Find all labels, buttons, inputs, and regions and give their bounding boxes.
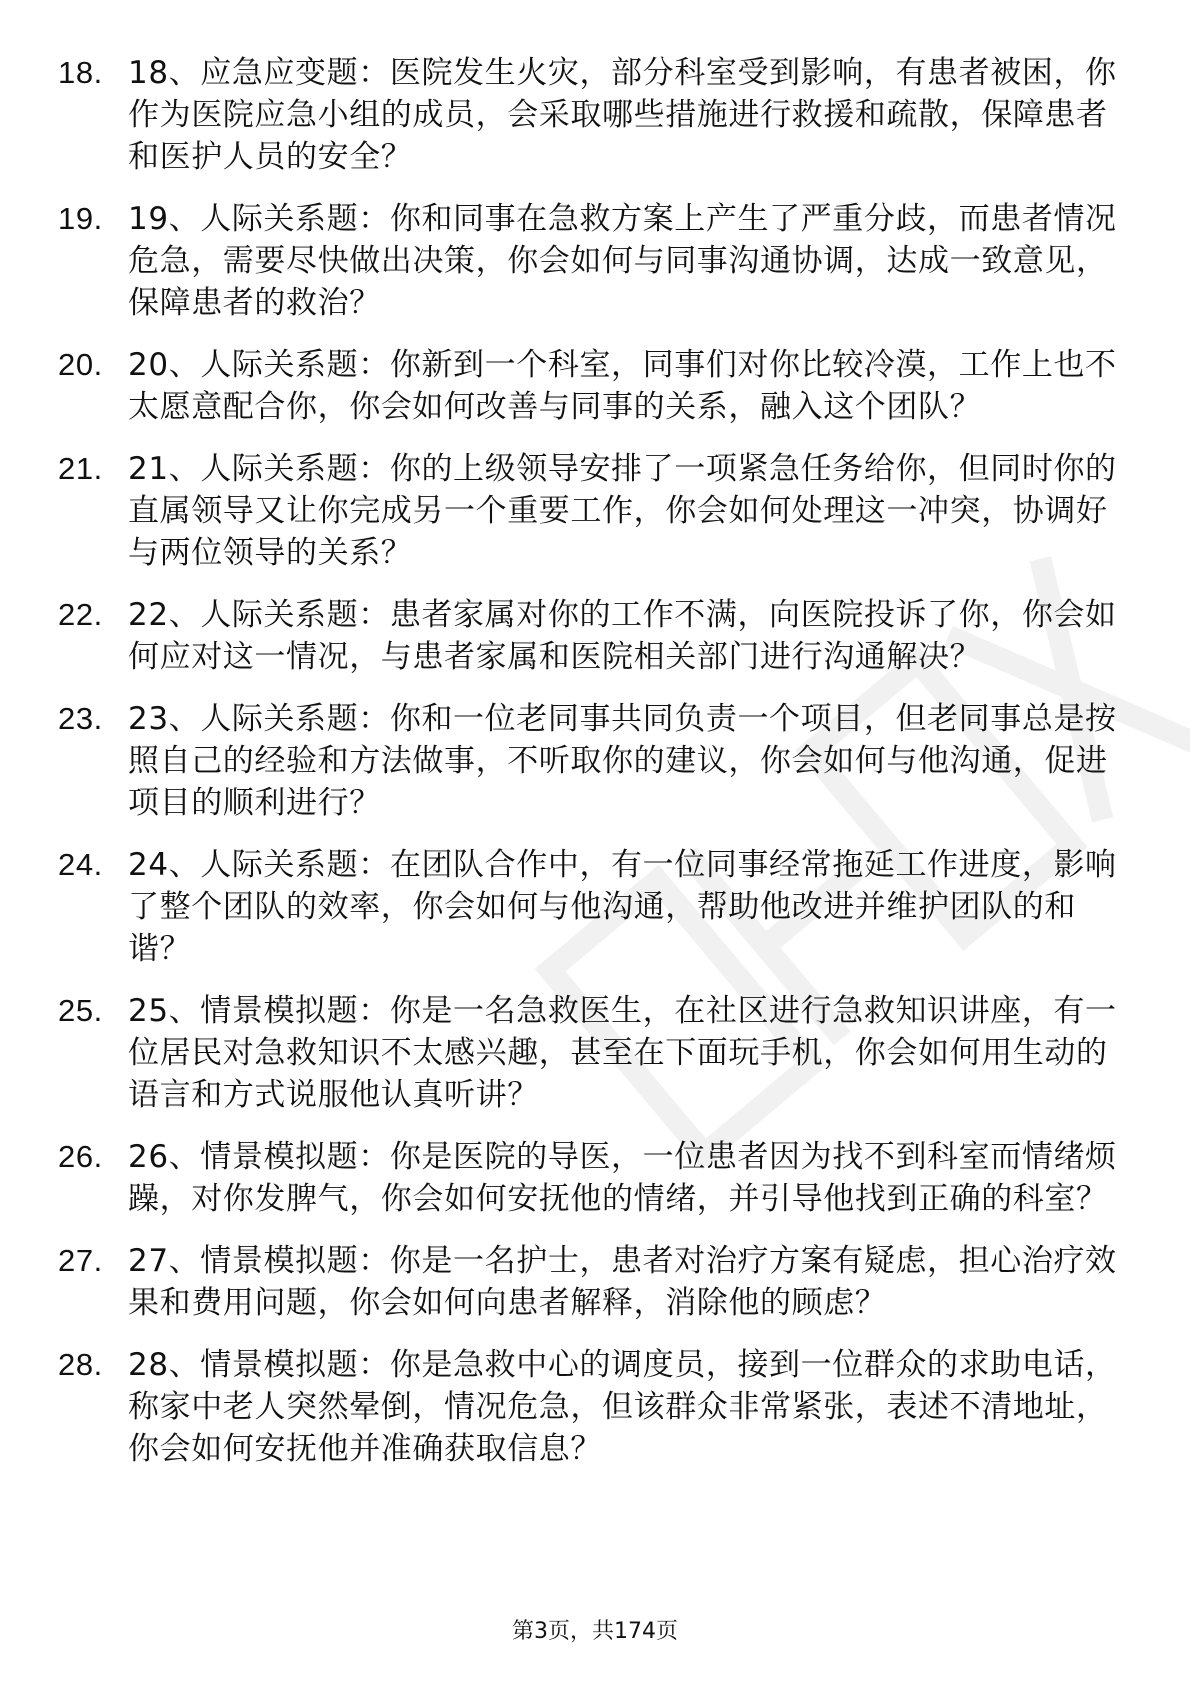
question-number: 26. xyxy=(58,1139,103,1174)
question-text: 20、人际关系题：你新到一个科室，同事们对你比较冷漠，工作上也不太愿意配合你，你会如何改善与同事的关系，融入这个团队？ xyxy=(128,347,1117,425)
question-text: 25、情景模拟题：你是一名急救医生，在社区进行急救知识讲座，有一位居民对急救知识不太感兴趣，甚至在下面玩手机，你会如何用生动的语言和方式说服他认真听讲？ xyxy=(128,993,1117,1113)
list-item xyxy=(58,344,1138,428)
list-item xyxy=(58,198,1138,324)
list-item xyxy=(58,52,1138,178)
list-item xyxy=(58,990,1138,1116)
list-item xyxy=(58,448,1138,574)
question-text: 19、人际关系题：你和同事在急救方案上产生了严重分歧，而患者情况危急，需要尽快做出决策，你会如何与同事沟通协调，达成一致意见，保障患者的救治？ xyxy=(128,201,1117,321)
list-item xyxy=(58,844,1138,970)
question-number: 23. xyxy=(58,701,103,736)
question-text: 22、人际关系题：患者家属对你的工作不满，向医院投诉了你，你会如何应对这一情况，与患者家属和医院相关部门进行沟通解决？ xyxy=(128,597,1117,675)
question-text: 18、应急应变题：医院发生火灾，部分科室受到影响，有患者被困，你作为医院应急小组的成员，会采取哪些措施进行救援和疏散，保障患者和医护人员的安全？ xyxy=(128,55,1117,175)
question-number: 20. xyxy=(58,347,103,382)
question-text: 24、人际关系题：在团队合作中，有一位同事经常拖延工作进度，影响了整个团队的效率，你会如何与他沟通，帮助他改进并维护团队的和谐？ xyxy=(128,847,1117,967)
question-text: 23、人际关系题：你和一位老同事共同负责一个项目，但老同事总是按照自己的经验和方法做事，不听取你的建议，你会如何与他沟通，促进项目的顺利进行？ xyxy=(128,701,1117,821)
question-text: 21、人际关系题：你的上级领导安排了一项紧急任务给你，但同时你的直属领导又让你完成另一个重要工作，你会如何处理这一冲突，协调好与两位领导的关系？ xyxy=(128,451,1117,571)
question-number: 22. xyxy=(58,597,103,632)
question-number: 19. xyxy=(58,201,103,236)
question-text: 27、情景模拟题：你是一名护士，患者对治疗方案有疑虑，担心治疗效果和费用问题，你会如何向患者解释，消除他的顾虑？ xyxy=(128,1243,1117,1321)
question-number: 18. xyxy=(58,55,103,90)
page-number-label: 第3页，共174页 xyxy=(512,1619,678,1644)
list-item xyxy=(58,594,1138,678)
question-text: 26、情景模拟题：你是医院的导医，一位患者因为找不到科室而情绪烦躁，对你发脾气，你会如何安抚他的情绪，并引导他找到正确的科室？ xyxy=(128,1139,1117,1217)
list-item xyxy=(58,698,1138,824)
question-list xyxy=(58,52,1138,1490)
question-text: 28、情景模拟题：你是急救中心的调度员，接到一位群众的求助电话，称家中老人突然晕倒，情况危急，但该群众非常紧张，表述不清地址，你会如何安抚他并准确获取信息？ xyxy=(128,1347,1117,1467)
list-item xyxy=(58,1240,1138,1324)
page-footer xyxy=(0,1617,1190,1647)
question-number: 27. xyxy=(58,1243,103,1278)
list-item xyxy=(58,1136,1138,1220)
question-number: 21. xyxy=(58,451,103,486)
question-number: 28. xyxy=(58,1347,103,1382)
question-number: 25. xyxy=(58,993,103,1028)
question-number: 24. xyxy=(58,847,103,882)
list-item xyxy=(58,1344,1138,1470)
